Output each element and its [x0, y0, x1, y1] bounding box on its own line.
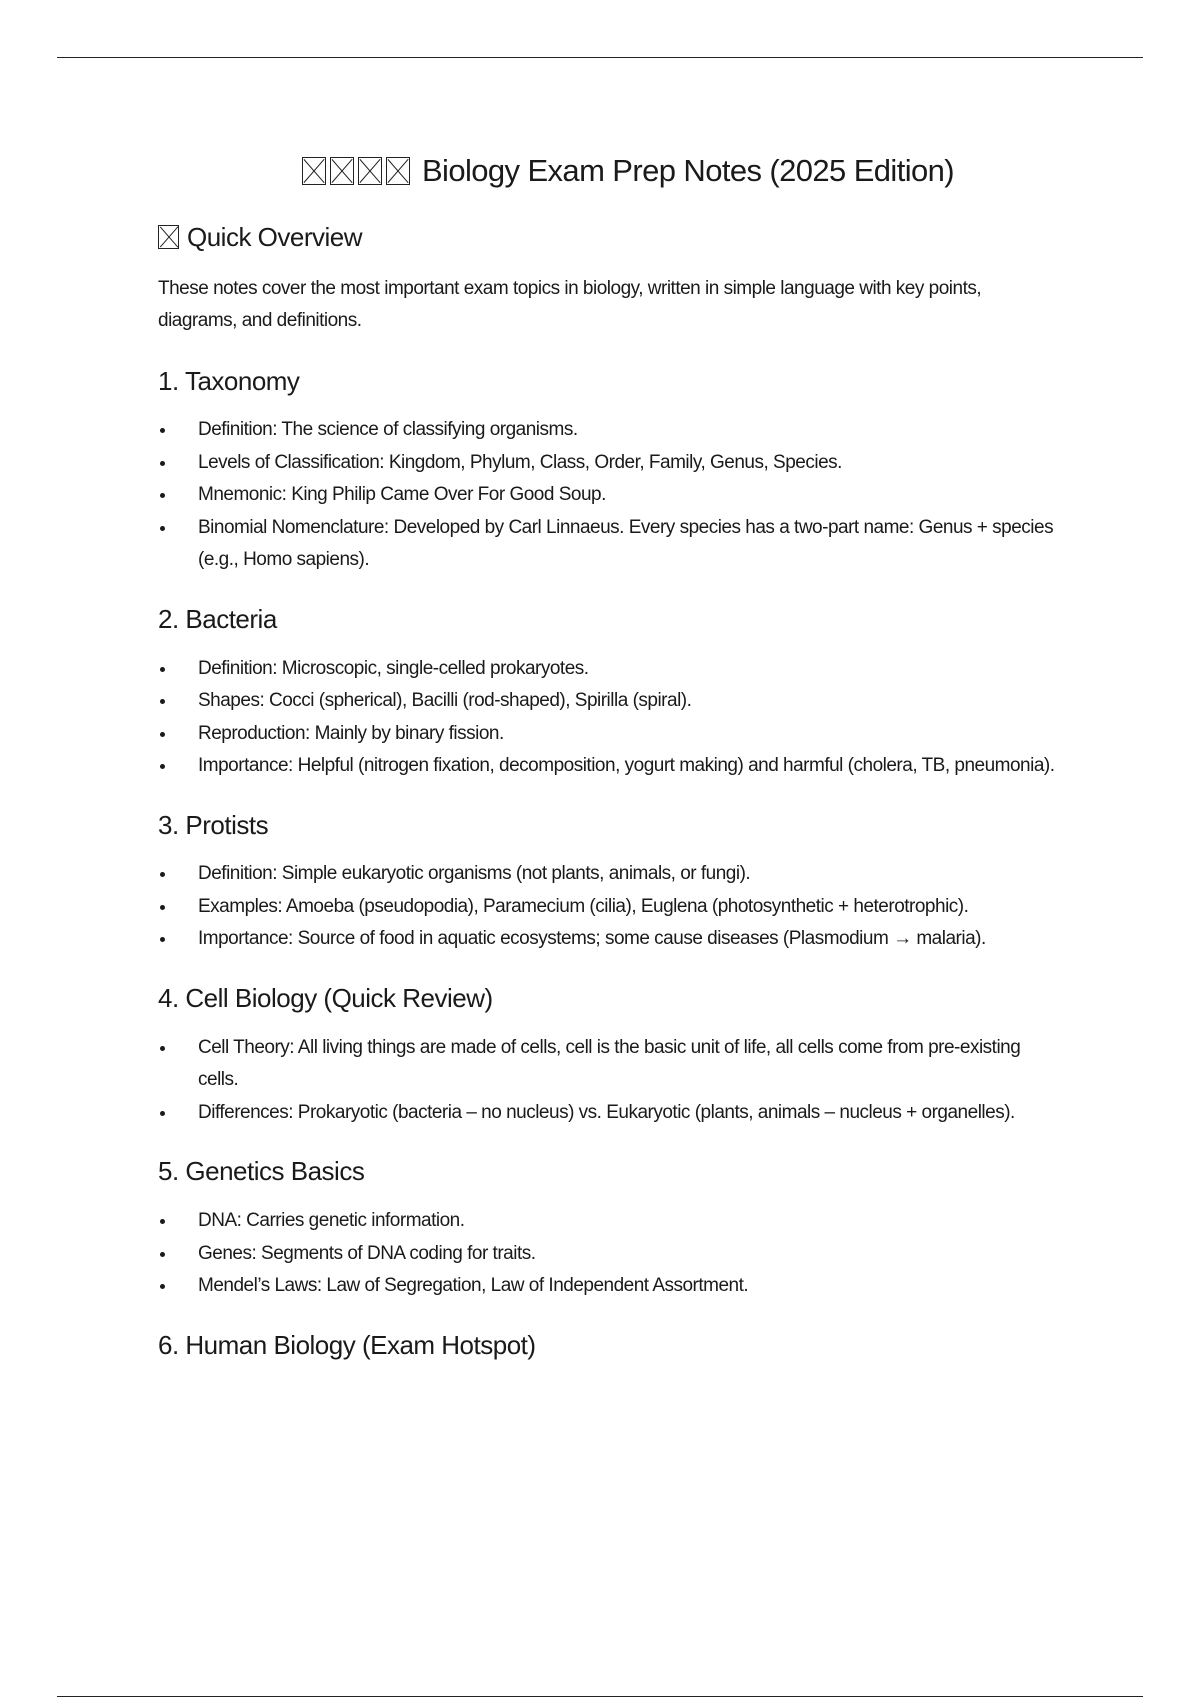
section-genetics [158, 1155, 1058, 1302]
top-rule [57, 57, 1143, 58]
list-item: Examples: Amoeba (pseudopodia), Paramecium (cilia), Euglena (photosynthetic + heterotrophic). [158, 891, 1058, 924]
list-item: DNA: Carries genetic information. [158, 1205, 1058, 1238]
document-body [158, 152, 1058, 1362]
document-title [158, 152, 1058, 191]
section-heading: 3. Protists [158, 809, 269, 840]
overview-heading [158, 221, 1058, 255]
list-item: Definition: Simple eukaryotic organisms (not plants, animals, or fungi). [158, 858, 1058, 891]
list-item: Cell Theory: All living things are made of cells, cell is the basic unit of life, all cells come from pre-existing cells. [158, 1032, 1058, 1097]
missing-glyph-icon [330, 157, 354, 185]
bullet-list [158, 858, 1058, 956]
list-item: Shapes: Cocci (spherical), Bacilli (rod-shaped), Spirilla (spiral). [158, 685, 1058, 718]
list-item: Mnemonic: King Philip Came Over For Good Soup. [158, 479, 1058, 512]
section-human-biology [158, 1329, 1058, 1363]
overview-section [158, 221, 1058, 337]
section-heading: 2. Bacteria [158, 603, 277, 634]
document-title-text: Biology Exam Prep Notes (2025 Edition) [421, 153, 955, 188]
bullet-list [158, 1032, 1058, 1130]
missing-glyph-icons [302, 153, 414, 188]
section-cell-biology [158, 982, 1058, 1129]
overview-paragraph: These notes cover the most important exam topics in biology, written in simple language with key points, diagrams, and definitions. [158, 277, 982, 331]
missing-glyph-icon [158, 225, 179, 249]
missing-glyph-icon [386, 157, 410, 185]
section-heading: 6. Human Biology (Exam Hotspot) [158, 1329, 536, 1360]
list-item: Definition: Microscopic, single-celled prokaryotes. [158, 653, 1058, 686]
section-taxonomy [158, 365, 1058, 577]
list-item: Differences: Prokaryotic (bacteria – no nucleus) vs. Eukaryotic (plants, animals – nucleus + organelles). [158, 1097, 1058, 1130]
list-item: Importance: Source of food in aquatic ecosystems; some cause diseases (Plasmodium → malaria). [158, 923, 1058, 956]
bottom-rule [57, 1696, 1143, 1697]
section-heading: 4. Cell Biology (Quick Review) [158, 982, 493, 1013]
section-heading: 1. Taxonomy [158, 365, 300, 396]
bullet-list [158, 414, 1058, 577]
missing-glyph-icon [358, 157, 382, 185]
section-bacteria [158, 603, 1058, 783]
section-heading: 5. Genetics Basics [158, 1156, 365, 1187]
list-item: Binomial Nomenclature: Developed by Carl Linnaeus. Every species has a two-part name: Genus + species (e.g., Homo sapiens). [158, 512, 1058, 577]
bullet-list [158, 653, 1058, 783]
bullet-list [158, 1205, 1058, 1303]
list-item: Reproduction: Mainly by binary fission. [158, 718, 1058, 751]
missing-glyph-icon [302, 157, 326, 185]
overview-heading-text: Quick Overview [187, 221, 363, 252]
list-item: Levels of Classification: Kingdom, Phylum, Class, Order, Family, Genus, Species. [158, 447, 1058, 480]
section-protists [158, 809, 1058, 956]
list-item: Importance: Helpful (nitrogen fixation, decomposition, yogurt making) and harmful (cholera, TB, pneumonia). [158, 750, 1058, 783]
list-item: Definition: The science of classifying organisms. [158, 414, 1058, 447]
list-item: Genes: Segments of DNA coding for traits. [158, 1238, 1058, 1271]
list-item: Mendel’s Laws: Law of Segregation, Law of Independent Assortment. [158, 1270, 1058, 1303]
